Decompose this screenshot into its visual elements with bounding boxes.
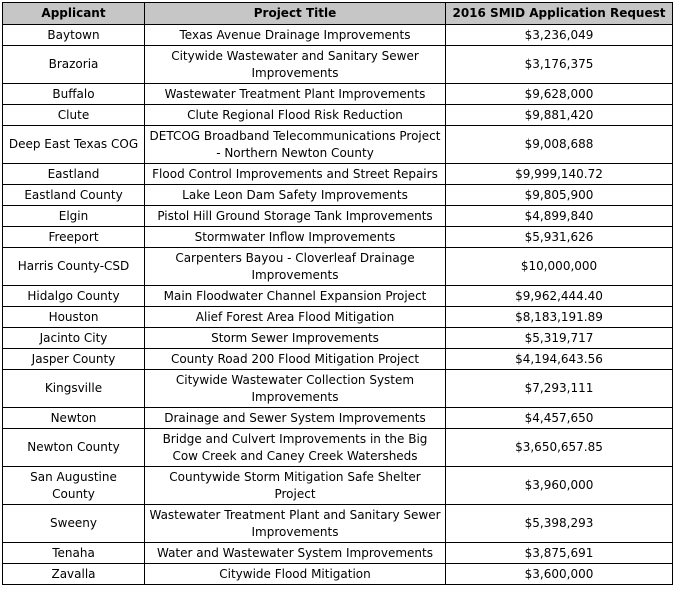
cell-project-title: Carpenters Bayou - Cloverleaf Drainage Improvements: [145, 248, 446, 286]
cell-project-title: Lake Leon Dam Safety Improvements: [145, 185, 446, 206]
cell-request-amount: $9,008,688: [446, 126, 673, 164]
cell-applicant: Jacinto City: [3, 328, 145, 349]
cell-project-title: Bridge and Culvert Improvements in the Big Cow Creek and Caney Creek Watersheds: [145, 429, 446, 467]
cell-applicant: Freeport: [3, 227, 145, 248]
table-row: [3, 25, 673, 46]
cell-applicant: Harris County-CSD: [3, 248, 145, 286]
cell-project-title: DETCOG Broadband Telecommunications Project - Northern Newton County: [145, 126, 446, 164]
cell-request-amount: $4,194,643.56: [446, 349, 673, 370]
cell-applicant: Eastland: [3, 164, 145, 185]
cell-applicant: Houston: [3, 307, 145, 328]
cell-project-title: Wastewater Treatment Plant and Sanitary Sewer Improvements: [145, 505, 446, 543]
cell-request-amount: $9,805,900: [446, 185, 673, 206]
table-row: [3, 185, 673, 206]
cell-project-title: Clute Regional Flood Risk Reduction: [145, 105, 446, 126]
cell-applicant: Brazoria: [3, 46, 145, 84]
table-row: [3, 84, 673, 105]
cell-request-amount: $3,176,375: [446, 46, 673, 84]
cell-project-title: Drainage and Sewer System Improvements: [145, 408, 446, 429]
cell-request-amount: $7,293,111: [446, 370, 673, 408]
table-row: [3, 105, 673, 126]
cell-request-amount: $9,881,420: [446, 105, 673, 126]
table-row: [3, 543, 673, 564]
cell-project-title: Texas Avenue Drainage Improvements: [145, 25, 446, 46]
table-row: [3, 349, 673, 370]
table-row: [3, 328, 673, 349]
cell-project-title: Citywide Flood Mitigation: [145, 564, 446, 585]
cell-project-title: Main Floodwater Channel Expansion Project: [145, 286, 446, 307]
table-row: [3, 307, 673, 328]
cell-project-title: Pistol Hill Ground Storage Tank Improvements: [145, 206, 446, 227]
table-row: [3, 564, 673, 585]
cell-request-amount: $9,962,444.40: [446, 286, 673, 307]
cell-applicant: Clute: [3, 105, 145, 126]
header-project-title: Project Title: [145, 3, 446, 25]
cell-request-amount: $3,600,000: [446, 564, 673, 585]
cell-applicant: Sweeny: [3, 505, 145, 543]
table-row: [3, 505, 673, 543]
cell-project-title: Storm Sewer Improvements: [145, 328, 446, 349]
header-applicant: Applicant: [3, 3, 145, 25]
cell-applicant: Elgin: [3, 206, 145, 227]
cell-request-amount: $3,875,691: [446, 543, 673, 564]
cell-applicant: Kingsville: [3, 370, 145, 408]
smid-application-table: [2, 2, 673, 585]
cell-project-title: Water and Wastewater System Improvements: [145, 543, 446, 564]
table-row: [3, 370, 673, 408]
cell-applicant: Tenaha: [3, 543, 145, 564]
cell-applicant: Newton County: [3, 429, 145, 467]
cell-project-title: Wastewater Treatment Plant Improvements: [145, 84, 446, 105]
cell-request-amount: $8,183,191.89: [446, 307, 673, 328]
cell-project-title: Flood Control Improvements and Street Repairs: [145, 164, 446, 185]
cell-project-title: Alief Forest Area Flood Mitigation: [145, 307, 446, 328]
cell-request-amount: $5,931,626: [446, 227, 673, 248]
table-row: [3, 164, 673, 185]
cell-project-title: Citywide Wastewater Collection System Improvements: [145, 370, 446, 408]
table-row: [3, 408, 673, 429]
cell-request-amount: $5,398,293: [446, 505, 673, 543]
table-row: [3, 126, 673, 164]
cell-request-amount: $4,457,650: [446, 408, 673, 429]
cell-request-amount: $9,628,000: [446, 84, 673, 105]
cell-project-title: Stormwater Inflow Improvements: [145, 227, 446, 248]
cell-project-title: Citywide Wastewater and Sanitary Sewer Improvements: [145, 46, 446, 84]
table-row: [3, 248, 673, 286]
cell-applicant: Deep East Texas COG: [3, 126, 145, 164]
cell-request-amount: $9,999,140.72: [446, 164, 673, 185]
cell-applicant: Eastland County: [3, 185, 145, 206]
cell-project-title: County Road 200 Flood Mitigation Project: [145, 349, 446, 370]
cell-request-amount: $3,650,657.85: [446, 429, 673, 467]
table-row: [3, 46, 673, 84]
cell-request-amount: $4,899,840: [446, 206, 673, 227]
cell-applicant: Baytown: [3, 25, 145, 46]
table-row: [3, 429, 673, 467]
cell-applicant: San Augustine County: [3, 467, 145, 505]
cell-applicant: Zavalla: [3, 564, 145, 585]
header-application-request: 2016 SMID Application Request: [446, 3, 673, 25]
cell-applicant: Hidalgo County: [3, 286, 145, 307]
table-row: [3, 467, 673, 505]
cell-applicant: Jasper County: [3, 349, 145, 370]
cell-project-title: Countywide Storm Mitigation Safe Shelter Project: [145, 467, 446, 505]
table-row: [3, 286, 673, 307]
table-row: [3, 227, 673, 248]
table-header-row: [3, 3, 673, 25]
cell-request-amount: $5,319,717: [446, 328, 673, 349]
cell-applicant: Newton: [3, 408, 145, 429]
table-row: [3, 206, 673, 227]
cell-request-amount: $10,000,000: [446, 248, 673, 286]
cell-applicant: Buffalo: [3, 84, 145, 105]
cell-request-amount: $3,236,049: [446, 25, 673, 46]
cell-request-amount: $3,960,000: [446, 467, 673, 505]
